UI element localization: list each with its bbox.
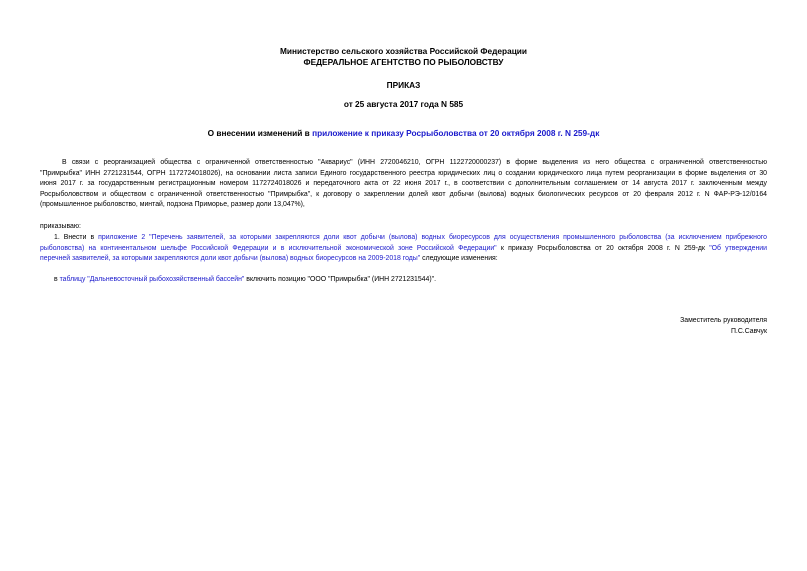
item-1-text: следующие изменения:	[420, 255, 498, 263]
item-2-text: в	[54, 276, 60, 283]
item-1-line	[40, 254, 767, 265]
order-title-link[interactable]: "Об утверждении	[709, 244, 768, 252]
ministry-name: Министерство сельского хозяйства Российской Федерации	[280, 46, 527, 56]
order-title-link-cont[interactable]: перечней заявителей, за которыми закрепляются доли квот добычи (вылова) водных биоресурсов на 2009-2018 годы"	[40, 255, 421, 263]
preamble-line: "Примрыбка" ИНН 2721231544, ОГРН 1172724018026), на основании листа записи Единого государственного реестра юридических лиц о создании юридического лица путем реорганизации в форме выделения от 30	[40, 169, 767, 177]
document-type: ПРИКАЗ	[386, 80, 421, 90]
item-1-text: 1. Внести в	[54, 234, 99, 241]
item-1-line	[40, 233, 767, 244]
item-1-paragraph	[40, 233, 767, 265]
preamble-line: В связи с реорганизацией общества с ограниченной ответственностью "Аквариус" (ИНН 2720046210, ОГРН 1122720000237) в форме выделения из него общества с ограниченной ответственностью	[62, 159, 767, 166]
item-1-text: к приказу Росрыболовства от 20 октября 2008 г. N 259-дк	[496, 244, 710, 252]
preamble-line: Росрыболовством и обществом с ограниченной ответственностью "Примрыбка", к договору о закреплении долей квот добычи (вылова) водных биологических ресурсов от 20 февраля 2012 г. N ФАР-РЭ-12/0164	[40, 190, 767, 198]
agency-name: ФЕДЕРАЛЬНОЕ АГЕНТСТВО ПО РЫБОЛОВСТВУ	[303, 57, 504, 67]
item-2-text: включить позицию "ООО "Примрыбка" (ИНН 2721231544)".	[244, 276, 436, 283]
order-word: приказываю:	[40, 223, 81, 230]
appendix-2-link-cont[interactable]: рыболовства) на континентальном шельфе Российской Федерации и в исключительной экономической зоне Российской Федерации"	[40, 244, 497, 252]
document-title	[40, 128, 767, 139]
item-2-paragraph	[40, 275, 767, 286]
preamble-paragraph	[40, 158, 767, 211]
preamble-line: июня 2017 г. за государственным регистрационным номером 1172724018026 и передаточного акта от 22 июня 2017 г., в соответствии с дополнительным соглашением от 14 августа 2017 г. заключенным между	[40, 180, 767, 188]
signer-name: П.С.Савчук	[730, 328, 767, 335]
signer-position: Заместитель руководителя	[680, 317, 767, 324]
title-link[interactable]: приложение к приказу Росрыболовства от 20 октября 2008 г. N 259-дк	[312, 128, 600, 138]
item-1-line	[40, 244, 767, 255]
title-prefix: О внесении изменений в	[207, 128, 313, 138]
appendix-2-link[interactable]: приложение 2 "Перечень заявителей, за которыми закрепляются доли квот добычи (вылова) водных биоресурсов для осуществления промышленного рыболовства (за исключением прибрежного	[98, 234, 768, 241]
document-date-number: от 25 августа 2017 года N 585	[343, 99, 464, 109]
table-link[interactable]: таблицу "Дальневосточный рыбохозяйственный бассейн"	[59, 276, 245, 283]
item-2-line	[40, 275, 767, 286]
preamble-line: (промышленное рыболовство, минтай, подзона Приморье, размер доли 13,047%),	[40, 201, 305, 209]
